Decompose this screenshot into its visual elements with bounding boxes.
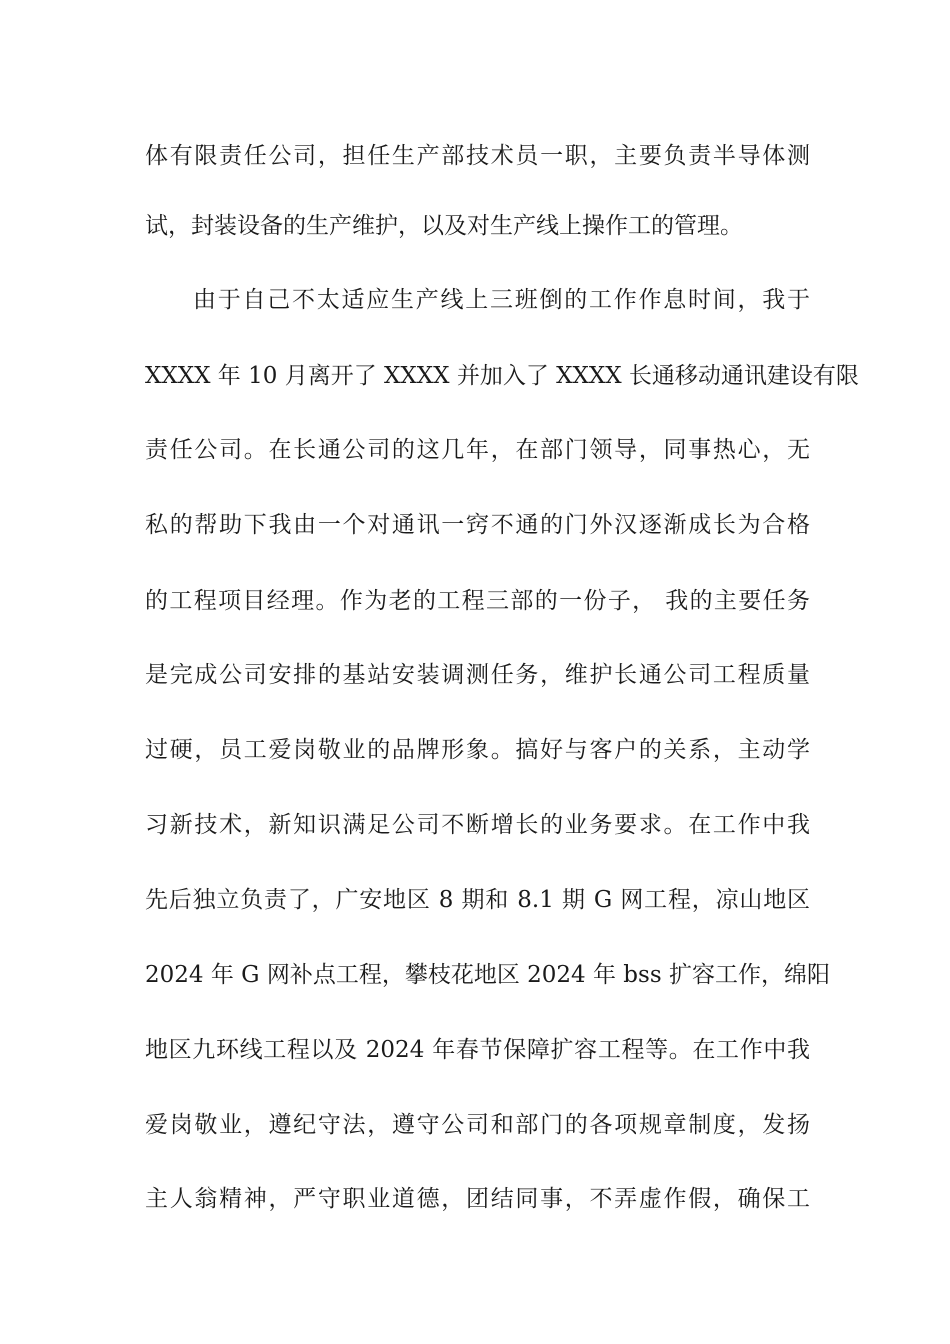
text-line-6: 私的帮助下我由一个对通讯一窍不通的门外汉逐渐成长为合格 xyxy=(145,512,810,538)
text-line-15: 主人翁精神，严守职业道德，团结同事，不弄虚作假，确保工 xyxy=(145,1186,810,1212)
text-line-8: 是完成公司安排的基站安装调测任务，维护长通公司工程质量 xyxy=(145,662,810,688)
text-line-13: 地区九环线工程以及 2024 年春节保障扩容工程等。在工作中我 xyxy=(145,1037,810,1063)
text-line-9: 过硬，员工爱岗敬业的品牌形象。搞好与客户的关系，主动学 xyxy=(145,737,810,763)
paragraph-start-line: 由于自己不太适应生产线上三班倒的工作作息时间，我于 xyxy=(193,287,810,313)
text-line-7: 的工程项目经理。作为老的工程三部的一份子， 我的主要任务 xyxy=(145,588,810,614)
text-line-14: 爱岗敬业，遵纪守法，遵守公司和部门的各项规章制度，发扬 xyxy=(145,1112,810,1138)
text-line-5: 责任公司。在长通公司的这几年，在部门领导，同事热心，无 xyxy=(145,437,810,463)
text-line-12: 2024 年 G 网补点工程，攀枝花地区 2024 年 bss 扩容工作，绵阳 xyxy=(145,962,830,988)
text-line-4: XXXX 年 10 月离开了 XXXX 并加入了 XXXX 长通移动通讯建设有限 xyxy=(145,363,859,389)
text-line-11: 先后独立负责了，广安地区 8 期和 8.1 期 G 网工程，凉山地区 xyxy=(145,887,810,913)
text-line-1: 体有限责任公司，担任生产部技术员一职，主要负责半导体测 xyxy=(145,143,810,169)
text-line-2: 试，封装设备的生产维护，以及对生产线上操作工的管理。 xyxy=(145,213,743,239)
text-line-10: 习新技术，新知识满足公司不断增长的业务要求。在工作中我 xyxy=(145,812,810,838)
